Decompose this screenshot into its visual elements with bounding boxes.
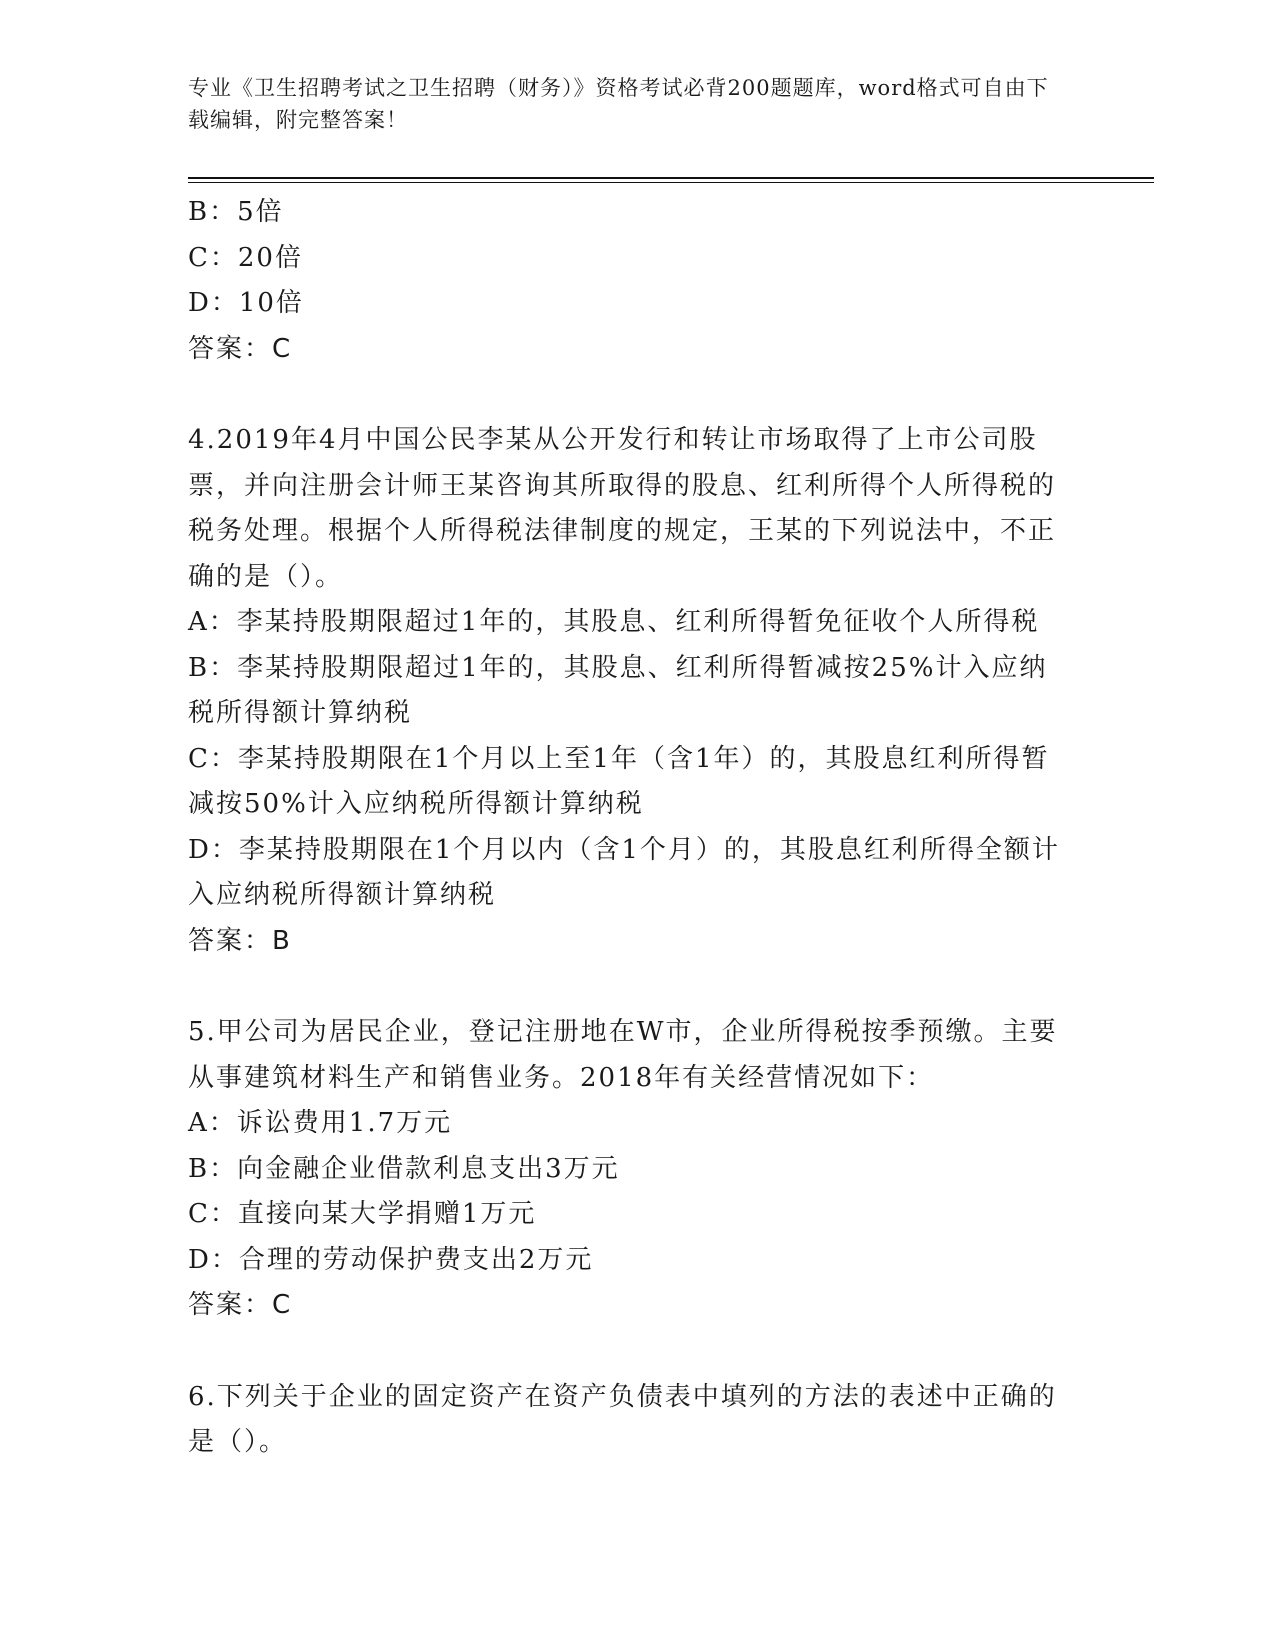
answer: 答案：C xyxy=(188,1290,293,1320)
spacer xyxy=(188,1329,1068,1375)
question-stem: 4.2019年4月中国公民李某从公开发行和转让市场取得了上市公司股票，并向注册会计师王某咨询其所取得的股息、红利所得个人所得税的税务处理。根据个人所得税法律制度的规定，王某的下列说法中，不正确的是（）。 xyxy=(188,425,1057,592)
option-c: C：直接向某大学捐赠1万元 xyxy=(188,1199,537,1229)
question-5 xyxy=(188,1010,1068,1329)
option-d: D：李某持股期限在1个月以内（含1个月）的，其股息红利所得全额计入应纳税所得额计算纳税 xyxy=(188,834,1060,910)
question-6 xyxy=(188,1375,1068,1466)
option-d: D：10倍 xyxy=(188,288,304,318)
option-a: A：诉讼费用1.7万元 xyxy=(188,1108,453,1138)
option-b: B：5倍 xyxy=(188,197,284,227)
document-header xyxy=(188,72,1068,136)
answer: 答案：C xyxy=(188,333,293,364)
answer: 答案：B xyxy=(188,925,292,956)
question-stem: 5.甲公司为居民企业，登记注册地在W市，企业所得税按季预缴。主要从事建筑材料生产和销售业务。2018年有关经营情况如下： xyxy=(188,1017,1058,1093)
option-b: B：李某持股期限超过1年的，其股息、红利所得暂减按25%计入应纳税所得额计算纳税 xyxy=(188,652,1048,728)
question-list xyxy=(188,190,1068,1466)
question-4 xyxy=(188,418,1068,964)
spacer xyxy=(188,964,1068,1010)
question-3-tail xyxy=(188,190,1068,372)
option-a: A：李某持股期限超过1年的，其股息、红利所得暂免征收个人所得税 xyxy=(188,607,1040,637)
option-b: B：向金融企业借款利息支出3万元 xyxy=(188,1153,620,1184)
option-c: C：李某持股期限在1个月以上至1年（含1年）的，其股息红利所得暂减按50%计入应纳税所得额计算纳税 xyxy=(188,743,1050,819)
option-c: C：20倍 xyxy=(188,242,303,273)
header-title: 专业《卫生招聘考试之卫生招聘（财务）》资格考试必背200题题库，word格式可自由下载编辑，附完整答案！ xyxy=(188,76,1049,132)
question-stem: 6.下列关于企业的固定资产在资产负债表中填列的方法的表述中正确的是（）。 xyxy=(188,1381,1057,1457)
option-d: D：合理的劳动保护费支出2万元 xyxy=(188,1244,594,1275)
header-divider-thin xyxy=(188,182,1154,183)
spacer xyxy=(188,372,1068,418)
header-divider xyxy=(188,177,1154,179)
